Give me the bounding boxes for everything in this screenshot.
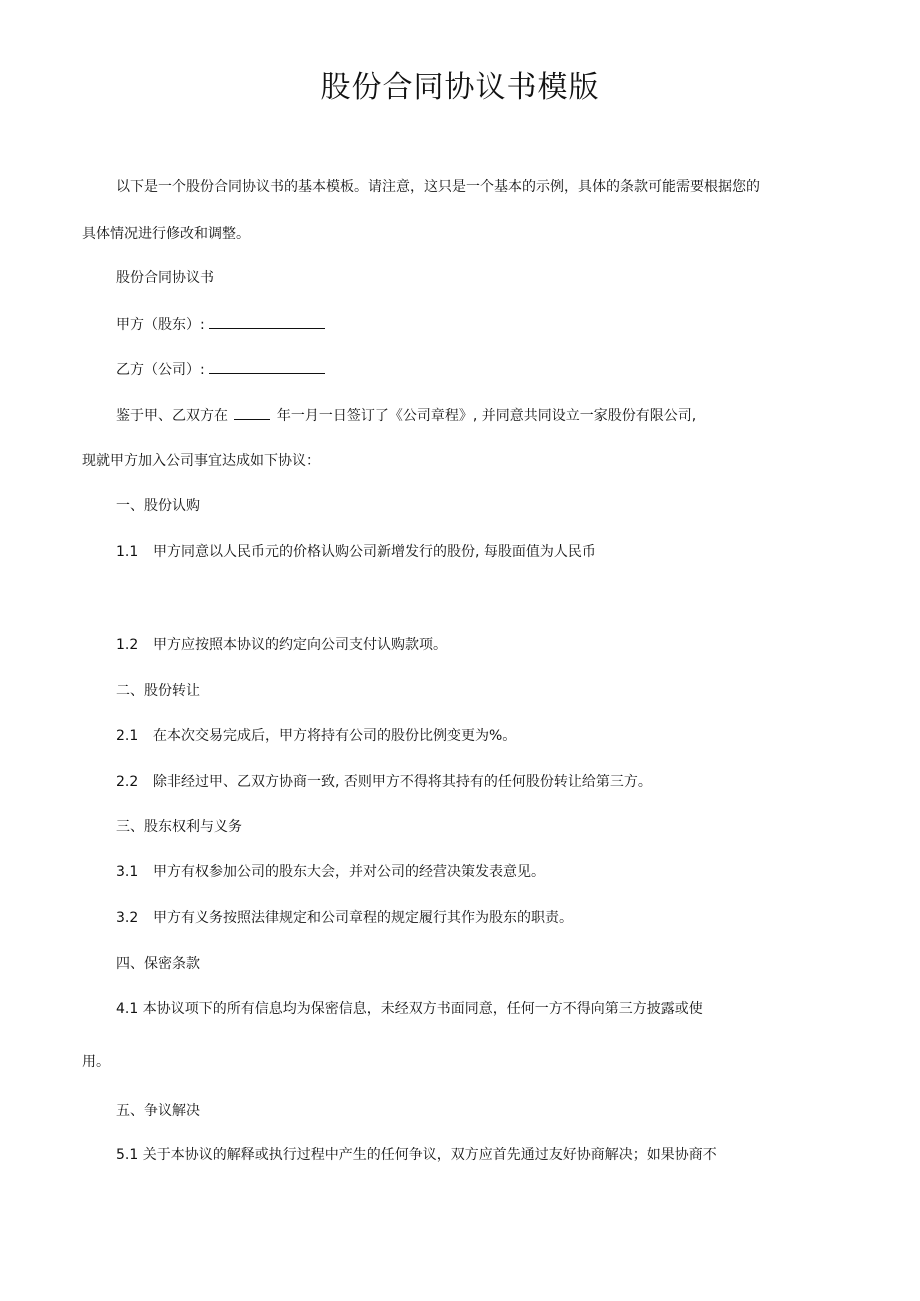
section-2-heading: 二、股份转让 bbox=[116, 683, 200, 699]
section-1-heading: 一、股份认购 bbox=[116, 498, 200, 514]
clause-2-2-number: 2.2 bbox=[116, 774, 139, 790]
clause-1-2-text: 甲方应按照本协议的约定向公司支付认购款项。 bbox=[153, 637, 447, 653]
party-b-label: 乙方（公司）: bbox=[116, 362, 205, 378]
clause-4-1-line-2: 用。 bbox=[82, 1054, 110, 1070]
clause-2-2 bbox=[116, 772, 652, 792]
party-a-label: 甲方（股东）: bbox=[116, 317, 205, 333]
clause-3-1 bbox=[116, 862, 545, 882]
clause-1-2-number: 1.2 bbox=[116, 637, 139, 653]
clause-4-1-line-1: 4.1 本协议项下的所有信息均为保密信息，未经双方书面同意，任何一方不得向第三方披露或使 bbox=[116, 1001, 703, 1017]
clause-1-1-number: 1.1 bbox=[116, 544, 139, 560]
clause-3-1-text: 甲方有权参加公司的股东大会，并对公司的经营决策发表意见。 bbox=[153, 864, 545, 880]
intro-line-2: 具体情况进行修改和调整。 bbox=[82, 226, 250, 242]
party-b-line bbox=[116, 359, 325, 380]
clause-3-2 bbox=[116, 908, 573, 928]
recital-post: 年一月一日签订了《公司章程》, 并同意共同设立一家股份有限公司, bbox=[276, 408, 697, 424]
party-b-blank bbox=[209, 359, 325, 374]
clause-2-1 bbox=[116, 726, 516, 746]
section-4-heading: 四、保密条款 bbox=[116, 956, 200, 972]
section-5-heading: 五、争议解决 bbox=[116, 1103, 200, 1119]
clause-2-1-text: 在本次交易完成后，甲方将持有公司的股份比例变更为%。 bbox=[153, 728, 517, 744]
recital-pre: 鉴于甲、乙双方在 bbox=[116, 408, 228, 424]
recital-line-2: 现就甲方加入公司事宜达成如下协议： bbox=[82, 453, 320, 469]
section-3-heading: 三、股东权利与义务 bbox=[116, 819, 242, 835]
clause-3-2-number: 3.2 bbox=[116, 910, 139, 926]
intro-line-1: 以下是一个股份合同协议书的基本模板。请注意，这只是一个基本的示例，具体的条款可能需要根据您的 bbox=[116, 179, 760, 195]
clause-1-1 bbox=[116, 542, 596, 562]
recital-line-1 bbox=[116, 405, 696, 426]
document-title: 股份合同协议书模版 bbox=[320, 70, 600, 105]
party-a-line bbox=[116, 314, 325, 335]
clause-1-1-text: 甲方同意以人民币元的价格认购公司新增发行的股份, 每股面值为人民币 bbox=[153, 544, 596, 560]
year-blank bbox=[234, 405, 270, 420]
party-a-blank bbox=[209, 314, 325, 329]
clause-3-1-number: 3.1 bbox=[116, 864, 139, 880]
clause-3-2-text: 甲方有义务按照法律规定和公司章程的规定履行其作为股东的职责。 bbox=[153, 910, 573, 926]
agreement-subtitle: 股份合同协议书 bbox=[116, 270, 214, 286]
clause-5-1-line-1: 5.1 关于本协议的解释或执行过程中产生的任何争议，双方应首先通过友好协商解决；如果协商不 bbox=[116, 1147, 717, 1163]
clause-2-1-number: 2.1 bbox=[116, 728, 139, 744]
clause-1-2 bbox=[116, 635, 447, 655]
clause-2-2-text: 除非经过甲、乙双方协商一致, 否则甲方不得将其持有的任何股份转让给第三方。 bbox=[153, 774, 652, 790]
